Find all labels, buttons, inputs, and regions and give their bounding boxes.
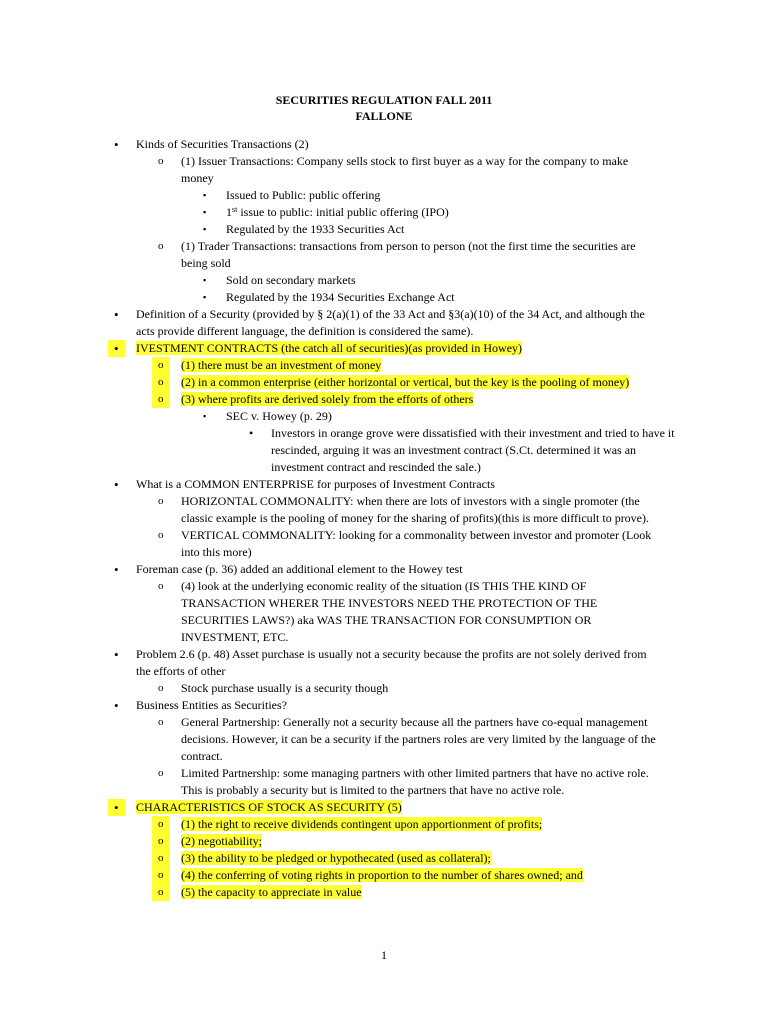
bullet-dot-icon: • — [114, 477, 119, 492]
outline-item-text: (2) in a common enterprise (either horizontal or vertical, but the key is the pooling of money) — [181, 375, 630, 389]
bullet-circle-icon: o — [152, 816, 170, 833]
bullet-circle-icon: o — [158, 495, 164, 507]
bullet-dot-icon: • — [114, 698, 119, 713]
outline-item-text: (1) the right to receive dividends contingent upon apportionment of profits; — [181, 817, 543, 831]
outline-item — [114, 697, 656, 714]
outline-item — [158, 765, 661, 799]
outline-item — [114, 136, 656, 153]
bullet-circle-icon: o — [158, 682, 164, 694]
outline-item — [158, 493, 661, 527]
outline-item — [203, 187, 656, 204]
outline-item — [203, 221, 656, 238]
outline-item-text: CHARACTERISTICS OF STOCK AS SECURITY (5) — [136, 800, 402, 814]
outline-item — [114, 561, 656, 578]
outline-item — [158, 374, 661, 391]
outline-item-text: (5) the capacity to appreciate in value — [181, 885, 362, 899]
bullet-circle-icon: o — [152, 357, 170, 374]
bullet-square-icon: ▪ — [203, 411, 207, 421]
outline-item — [158, 816, 661, 833]
outline-item-text: IVESTMENT CONTRACTS (the catch all of securities)(as provided in Howey) — [136, 341, 523, 355]
outline-item — [158, 153, 661, 187]
outline-item-text: Business Entities as Securities? — [136, 698, 287, 712]
bullet-dot-icon: • — [249, 426, 254, 440]
outline-item — [158, 578, 661, 646]
superscript: st — [232, 205, 238, 214]
outline-item — [158, 238, 661, 272]
outline-item — [158, 680, 661, 697]
bullet-circle-icon: o — [158, 716, 164, 728]
outline-item — [158, 391, 661, 408]
outline-item-text: Limited Partnership: some managing partners with other limited partners that have no active role. This is probably a security but is limited to the partners that have no active role. — [181, 766, 649, 797]
outline-item — [114, 799, 656, 816]
outline-item-text: Stock purchase usually is a security though — [181, 681, 389, 695]
outline-item-text: General Partnership: Generally not a security because all the partners have co-equal management decisions. However, it can be a security if the partners roles are very limited by the language of the contract. — [181, 715, 656, 763]
bullet-dot-icon: • — [114, 647, 119, 662]
outline-item-text: Regulated by the 1934 Securities Exchange Act — [226, 290, 455, 304]
outline-item-text: (2) negotiability; — [181, 834, 262, 848]
outline-item — [114, 340, 656, 357]
outline-list — [0, 136, 768, 901]
bullet-circle-icon: o — [158, 580, 164, 592]
outline-item — [114, 646, 656, 680]
outline-item-text: (1) Trader Transactions: transactions from person to person (not the first time the securities are being sold — [181, 239, 636, 270]
page-number: 1 — [381, 948, 387, 962]
outline-item-text: Problem 2.6 (p. 48) Asset purchase is usually not a security because the profits are not solely derived from the efforts of other — [136, 647, 647, 678]
bullet-circle-icon: o — [158, 529, 164, 541]
outline-item — [158, 714, 661, 765]
outline-item — [114, 476, 656, 493]
outline-item-text: What is a COMMON ENTERPRISE for purposes of Investment Contracts — [136, 477, 495, 491]
outline-item — [249, 425, 676, 476]
outline-item-text: (3) where profits are derived solely from the efforts of others — [181, 392, 474, 406]
outline-item-text: (4) look at the underlying economic reality of the situation (IS THIS THE KIND OF TRANSACTION WHERER THE INVESTORS NEED THE PROTECTION OF THE SECURITIES LAWS?) aka WAS THE TRANSACTION FOR CONSUMPTION OR INVESTMENT, ETC. — [181, 579, 598, 644]
outline-item-text: Regulated by the 1933 Securities Act — [226, 222, 405, 236]
bullet-circle-icon: o — [152, 833, 170, 850]
bullet-circle-icon: o — [158, 240, 164, 252]
bullet-circle-icon: o — [152, 867, 170, 884]
outline-item — [203, 408, 656, 425]
outline-item — [203, 204, 656, 221]
outline-item-text: (4) the conferring of voting rights in proportion to the number of shares owned; and — [181, 868, 583, 882]
outline-item — [158, 850, 661, 867]
bullet-square-icon: ▪ — [203, 224, 207, 234]
outline-item — [114, 306, 656, 340]
outline-item — [158, 527, 661, 561]
bullet-circle-icon: o — [158, 767, 164, 779]
outline-item — [158, 884, 661, 901]
outline-item-text: SEC v. Howey (p. 29) — [226, 409, 332, 423]
outline-item-text: VERTICAL COMMONALITY: looking for a commonality between investor and promoter (Look into this more) — [181, 528, 652, 559]
outline-item-text: Definition of a Security (provided by § 2(a)(1) of the 33 Act and §3(a)(10) of the 34 Act, and although the acts provide different language, the definition is considered the same). — [136, 307, 645, 338]
bullet-square-icon: ▪ — [203, 275, 207, 285]
outline-item-text — [226, 205, 449, 219]
outline-item — [203, 289, 656, 306]
document-author: FALLONE — [355, 109, 413, 123]
bullet-circle-icon: o — [152, 884, 170, 901]
outline-item — [158, 867, 661, 884]
outline-item-text: (3) the ability to be pledged or hypothecated (used as collateral); — [181, 851, 491, 865]
outline-item-text: (1) there must be an investment of money — [181, 358, 382, 372]
bullet-circle-icon: o — [158, 155, 164, 167]
bullet-circle-icon: o — [152, 391, 170, 408]
outline-item — [203, 272, 656, 289]
bullet-dot-icon: • — [108, 799, 125, 816]
bullet-circle-icon: o — [152, 374, 170, 391]
outline-item-text: Kinds of Securities Transactions (2) — [136, 137, 309, 151]
bullet-square-icon: ▪ — [203, 190, 207, 200]
bullet-dot-icon: • — [114, 137, 119, 152]
outline-item — [158, 357, 661, 374]
outline-item-text: (1) Issuer Transactions: Company sells stock to first buyer as a way for the company to make money — [181, 154, 629, 185]
outline-item-text: HORIZONTAL COMMONALITY: when there are lots of investors with a single promoter (the classic example is the pooling of money for the sharing of profits)(this is more difficult to prove). — [181, 494, 650, 525]
outline-item — [158, 833, 661, 850]
bullet-square-icon: ▪ — [203, 292, 207, 302]
outline-item-text: Investors in orange grove were dissatisfied with their investment and tried to have it rescinded, arguing it was an investment contract (S.Ct. determined it was an investment contract and rescinded the sale.) — [271, 426, 675, 474]
outline-item-text-part: issue to public: initial public offering (IPO) — [237, 205, 449, 219]
outline-item-text: Foreman case (p. 36) added an additional element to the Howey test — [136, 562, 463, 576]
outline-item-text: Issued to Public: public offering — [226, 188, 381, 202]
bullet-dot-icon: • — [114, 307, 119, 322]
outline-item-text-part: 1 — [226, 205, 232, 219]
title-block — [0, 92, 768, 124]
bullet-circle-icon: o — [152, 850, 170, 867]
bullet-dot-icon: • — [114, 562, 119, 577]
outline-item-text: Sold on secondary markets — [226, 273, 356, 287]
document-title: SECURITIES REGULATION FALL 2011 — [275, 93, 493, 107]
bullet-square-icon: ▪ — [203, 207, 207, 217]
bullet-dot-icon: • — [108, 340, 125, 357]
